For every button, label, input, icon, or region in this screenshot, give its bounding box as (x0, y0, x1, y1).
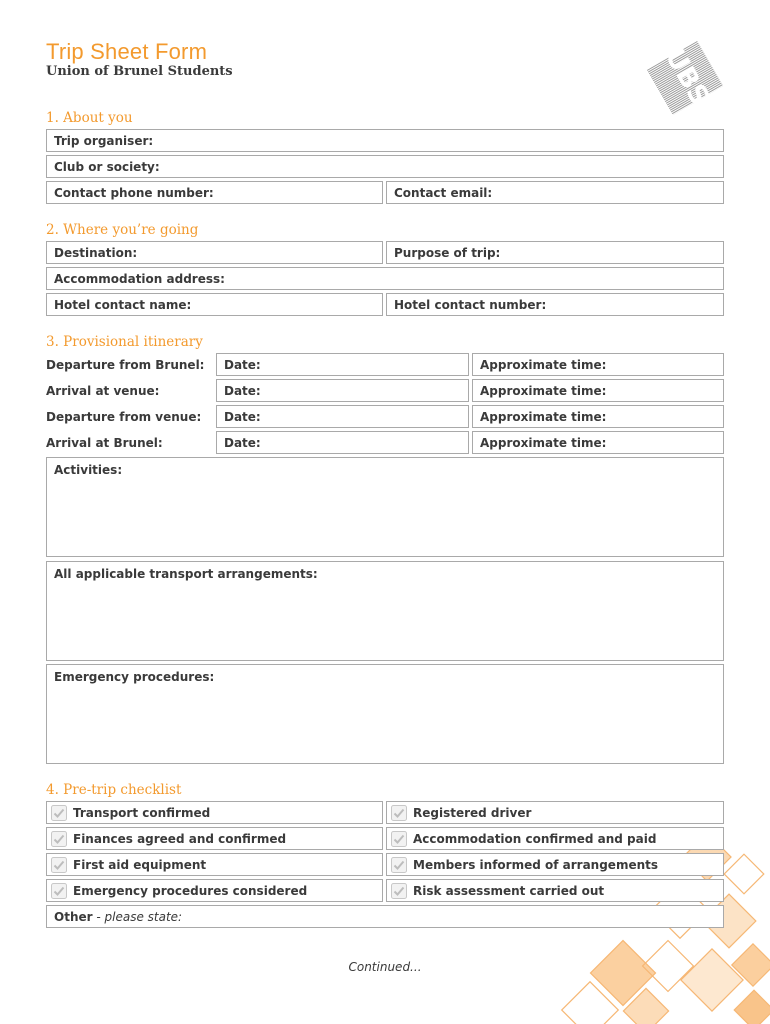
itinerary-date-field[interactable] (216, 379, 469, 402)
contact-phone-field[interactable] (46, 181, 383, 204)
itinerary-time-field[interactable] (472, 379, 724, 402)
hotel-contact-name-field[interactable] (46, 293, 383, 316)
checkbox-checkmark-icon[interactable] (51, 831, 67, 847)
itinerary-date-label: Date: (224, 358, 261, 372)
ubs-logo (640, 38, 730, 118)
activities-field[interactable] (46, 457, 724, 557)
checklist-item-label: Accommodation confirmed and paid (413, 832, 657, 846)
itinerary-time-label: Approximate time: (480, 436, 607, 450)
contact-phone-label: Contact phone number: (54, 186, 214, 200)
checklist-item[interactable] (46, 879, 383, 902)
destination-field[interactable] (46, 241, 383, 264)
itinerary-time-label: Approximate time: (480, 410, 607, 424)
checkbox-checkmark-icon[interactable] (391, 883, 407, 899)
itinerary-time-field[interactable] (472, 431, 724, 454)
organisation-name: Union of Brunel Students (46, 64, 233, 79)
checkbox-checkmark-icon[interactable] (51, 805, 67, 821)
trip-organiser-label: Trip organiser: (54, 134, 154, 148)
checklist-item-label: Finances agreed and confirmed (73, 832, 287, 846)
checklist-item[interactable] (386, 853, 724, 876)
itinerary-row-label: Arrival at Brunel: (46, 436, 163, 450)
checklist-item[interactable] (386, 801, 724, 824)
checklist-item[interactable] (46, 853, 383, 876)
checklist-item-label: Risk assessment carried out (413, 884, 605, 898)
transport-arrangements-label: All applicable transport arrangements: (54, 567, 318, 581)
itinerary-row-label: Departure from Brunel: (46, 358, 205, 372)
itinerary-time-label: Approximate time: (480, 384, 607, 398)
checklist-item-label: Members informed of arrangements (413, 858, 659, 872)
other-hint-text: - please state: (92, 910, 183, 924)
hotel-contact-number-field[interactable] (386, 293, 724, 316)
purpose-label: Purpose of trip: (394, 246, 501, 260)
checklist-item[interactable] (386, 879, 724, 902)
checklist-item-label: Registered driver (413, 806, 532, 820)
club-or-society-label: Club or society: (54, 160, 160, 174)
continued-note: Continued... (348, 960, 422, 974)
emergency-procedures-field[interactable] (46, 664, 724, 764)
checklist-item[interactable] (46, 827, 383, 850)
club-or-society-field[interactable] (46, 155, 724, 178)
checklist-item-label: First aid equipment (73, 858, 207, 872)
checkbox-checkmark-icon[interactable] (391, 831, 407, 847)
activities-label: Activities: (54, 463, 123, 477)
itinerary-date-field[interactable] (216, 405, 469, 428)
checkbox-checkmark-icon[interactable] (51, 857, 67, 873)
checklist-item[interactable] (386, 827, 724, 850)
checkbox-checkmark-icon[interactable] (391, 857, 407, 873)
itinerary-row-label: Departure from venue: (46, 410, 202, 424)
itinerary-date-label: Date: (224, 436, 261, 450)
section-about-you-title: 1. About you (46, 110, 133, 126)
transport-arrangements-field[interactable] (46, 561, 724, 661)
trip-organiser-field[interactable] (46, 129, 724, 152)
itinerary-time-field[interactable] (472, 405, 724, 428)
checklist-item-label: Transport confirmed (73, 806, 211, 820)
svg-text:UBS: UBS (658, 43, 715, 111)
form-title: Trip Sheet Form (46, 39, 208, 64)
emergency-procedures-label: Emergency procedures: (54, 670, 215, 684)
checklist-item[interactable] (46, 801, 383, 824)
checkbox-checkmark-icon[interactable] (391, 805, 407, 821)
contact-email-label: Contact email: (394, 186, 493, 200)
itinerary-row-label: Arrival at venue: (46, 384, 160, 398)
itinerary-date-label: Date: (224, 410, 261, 424)
other-label (54, 910, 182, 924)
accommodation-address-field[interactable] (46, 267, 724, 290)
purpose-field[interactable] (386, 241, 724, 264)
section-where-going-title: 2. Where you’re going (46, 222, 199, 238)
accommodation-address-label: Accommodation address: (54, 272, 225, 286)
itinerary-date-field[interactable] (216, 431, 469, 454)
itinerary-date-label: Date: (224, 384, 261, 398)
checkbox-checkmark-icon[interactable] (51, 883, 67, 899)
itinerary-time-field[interactable] (472, 353, 724, 376)
checklist-item-label: Emergency procedures considered (73, 884, 308, 898)
other-please-state-field[interactable] (46, 905, 724, 928)
section-itinerary-title: 3. Provisional itinerary (46, 334, 203, 350)
contact-email-field[interactable] (386, 181, 724, 204)
destination-label: Destination: (54, 246, 138, 260)
itinerary-time-label: Approximate time: (480, 358, 607, 372)
hotel-contact-number-label: Hotel contact number: (394, 298, 547, 312)
hotel-contact-name-label: Hotel contact name: (54, 298, 192, 312)
itinerary-date-field[interactable] (216, 353, 469, 376)
other-label-text: Other (54, 910, 93, 924)
section-checklist-title: 4. Pre-trip checklist (46, 782, 182, 798)
